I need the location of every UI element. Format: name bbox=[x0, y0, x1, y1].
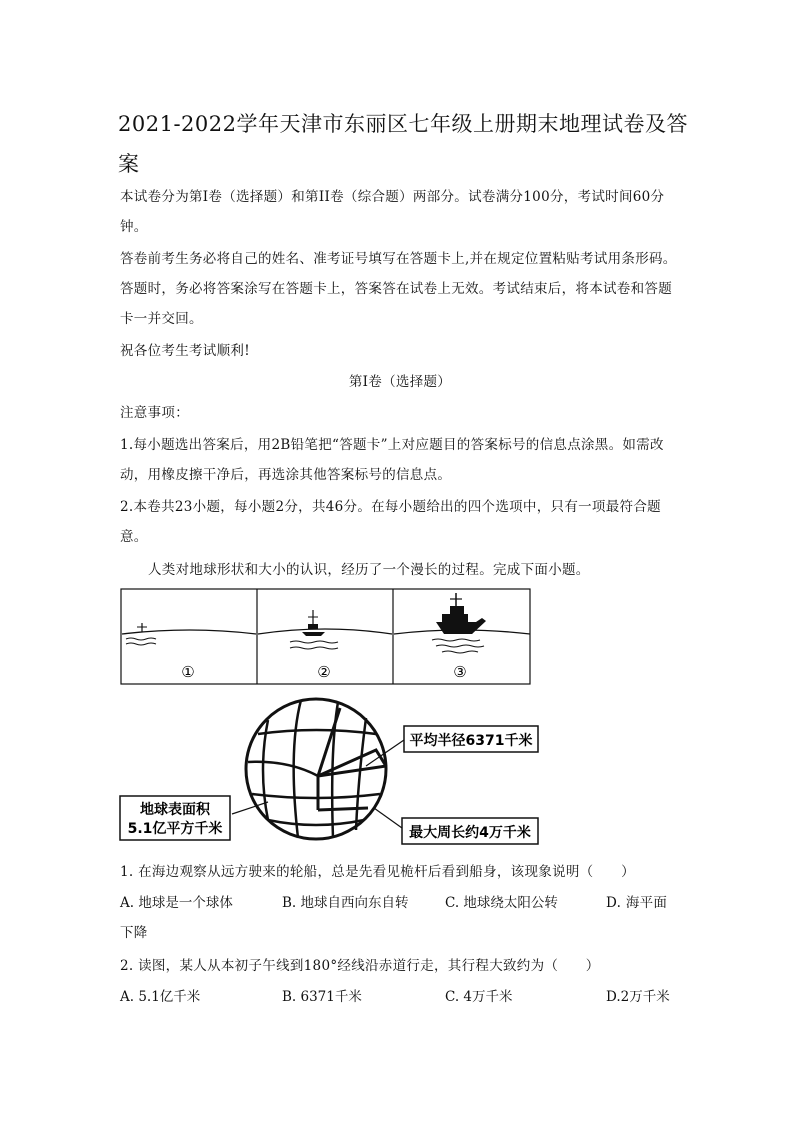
note-1: 1.每小题选出答案后，用2B铅笔把“答题卡”上对应题目的答案标号的信息点涂黑。如需改动，用橡皮擦干净后，再选涂其他答案标号的信息点。 bbox=[120, 437, 664, 483]
question-2-stem: 2. 读图，某人从本初子午线到180°经线沿赤道行走，其行程大致约为（ ） bbox=[120, 958, 600, 974]
panel-label-1: ① bbox=[181, 663, 195, 681]
question-2-option-a: A. 5.1亿千米 bbox=[120, 989, 201, 1005]
question-1-stem: 1. 在海边观察从远方驶来的轮船，总是先看见桅杆后看到船身，该现象说明（ ） bbox=[120, 864, 635, 880]
globe-icon bbox=[246, 699, 386, 839]
question-1-option-b: B. 地球自西向东自转 bbox=[282, 895, 409, 911]
question-1-option-d: D. 海平面下降 bbox=[120, 895, 668, 941]
lead-text: 人类对地球形状和大小的认识，经历了一个漫长的过程。完成下面小题。 bbox=[148, 562, 590, 578]
note-2: 2.本卷共23小题，每小题2分，共46分。在每小题给出的四个选项中，只有一项最符合题意。 bbox=[120, 499, 661, 545]
globe-figure bbox=[118, 690, 548, 850]
intro-paragraph-2: 答卷前考生务必将自己的姓名、准考证号填写在答题卡上,并在规定位置粘贴考试用条形码。答题时，务必将答案涂写在答题卡上，答案答在试卷上无效。考试结束后，将本试卷和答题卡一并交回。 bbox=[120, 251, 677, 327]
area-label-line2: 5.1亿平方千米 bbox=[127, 821, 223, 837]
question-1-option-c: C. 地球绕太阳公转 bbox=[445, 895, 558, 911]
panel-label-3: ③ bbox=[453, 663, 467, 681]
section-title: 第I卷（选择题） bbox=[348, 374, 452, 390]
question-1-option-a: A. 地球是一个球体 bbox=[120, 895, 233, 911]
panel-label-2: ② bbox=[317, 663, 331, 681]
exam-title: 2021-2022学年天津市东丽区七年级上册期末地理试卷及答案 bbox=[118, 112, 688, 176]
intro-paragraph-1: 本试卷分为第I卷（选择题）和第II卷（综合题）两部分。试卷满分100分，考试时间60分钟。 bbox=[120, 189, 665, 235]
notes-heading: 注意事项： bbox=[120, 405, 189, 421]
intro-wish: 祝各位考生考试顺利! bbox=[120, 343, 250, 359]
question-2-option-b: B. 6371千米 bbox=[282, 989, 362, 1005]
ship-mast-figure bbox=[120, 588, 532, 686]
circumference-label: 最大周长约4万千米 bbox=[409, 825, 531, 841]
question-2-option-c: C. 4万千米 bbox=[445, 989, 513, 1005]
area-label-line1: 地球表面积 bbox=[140, 802, 210, 818]
question-2-option-d: D.2万千米 bbox=[606, 989, 670, 1005]
leader-line bbox=[374, 808, 402, 828]
radius-label: 平均半径6371千米 bbox=[409, 733, 533, 749]
